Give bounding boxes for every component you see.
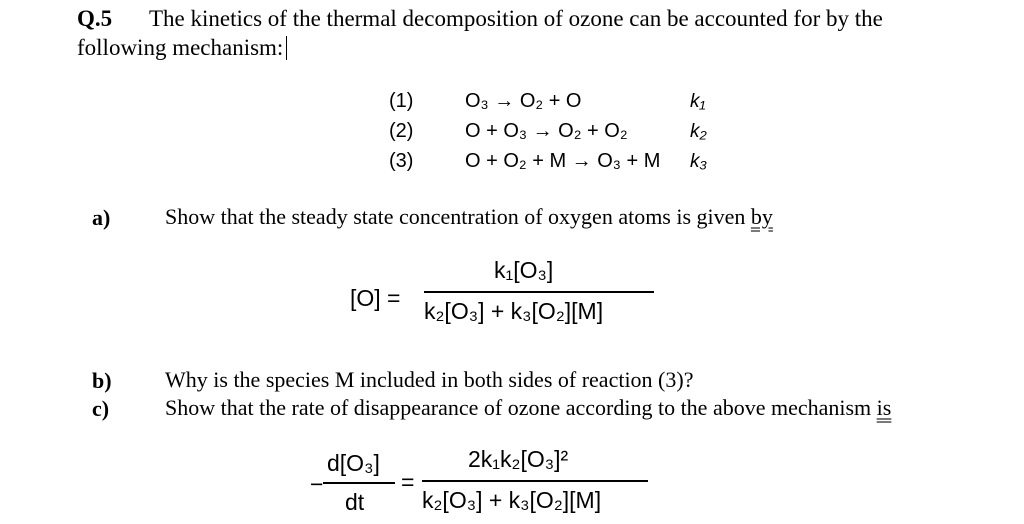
eq1-numerator: k₁[O₃]: [494, 257, 554, 283]
part-a-text-wrap: [165, 204, 773, 230]
question-text-line2-wrap: [77, 35, 287, 61]
part-b-text: Why is the species M included in both sides of reaction (3)?: [165, 367, 694, 392]
eq2-rhs-numerator: 2k₁k₂[O₃]²: [468, 446, 569, 472]
eq2-lhs-denominator: dt: [345, 489, 365, 515]
text-cursor: [286, 36, 287, 60]
eq2-lhs-fraction-bar: [323, 482, 395, 484]
part-a-text-end: by: [750, 204, 773, 229]
part-b-label: b): [92, 368, 112, 393]
eq2-rhs-denominator: k₂[O₃] + k₃[O₂][M]: [422, 487, 602, 513]
mechanism-step-1-rate: k₁: [690, 91, 706, 112]
part-c-text-wrap: [165, 395, 891, 421]
part-c-text: Show that the rate of disappearance of ozone according to the above mechanism: [165, 395, 872, 420]
eq1-denominator: k₂[O₃] + k₃[O₂][M]: [424, 298, 604, 324]
mechanism-step-2-rate: k₂: [690, 121, 707, 142]
part-c-label: c): [92, 396, 110, 421]
eq1-lhs: [O] =: [350, 285, 401, 311]
eq2-minus: −: [310, 471, 324, 497]
part-a-text: Show that the steady state concentration of oxygen atoms is given: [165, 204, 746, 229]
question-text-line1: The kinetics of the thermal decomposition of ozone can be accounted for by the: [149, 6, 883, 31]
mechanism-step-2-number: (2): [389, 120, 414, 142]
part-c-text-end: is: [876, 395, 892, 420]
eq2-equals: =: [401, 469, 415, 495]
mechanism-step-1-equation: O₃ → O₂ + O: [465, 90, 582, 112]
question-text-line2: following mechanism:: [77, 35, 284, 60]
eq2-rhs-fraction-bar: [422, 480, 648, 482]
mechanism-step-1-number: (1): [389, 90, 414, 112]
mechanism-step-3-equation: O + O₂ + M → O₃ + M: [465, 150, 661, 172]
part-a-label: a): [92, 205, 111, 230]
eq2-lhs-numerator: d[O₃]: [327, 450, 380, 476]
question-number: Q.5: [77, 6, 113, 31]
mechanism-step-2-equation: O + O₃ → O₂ + O₂: [465, 120, 628, 142]
mechanism-step-3-rate: k₃: [690, 151, 708, 172]
eq1-fraction-bar: [424, 291, 654, 293]
mechanism-step-3-number: (3): [389, 150, 414, 172]
